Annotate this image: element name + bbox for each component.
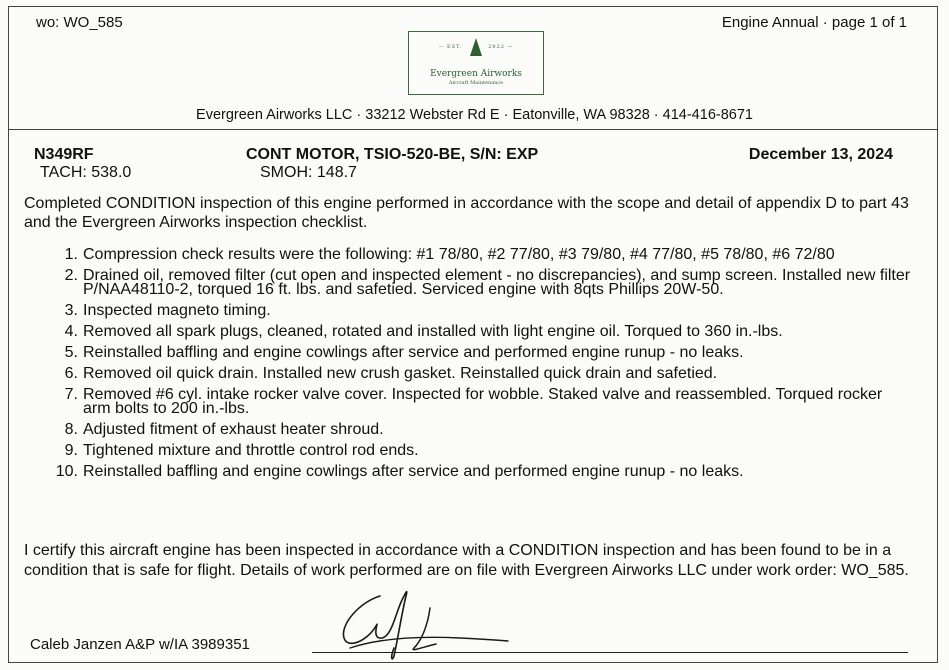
item-number: 8.	[64, 421, 78, 438]
inspection-summary: Completed CONDITION inspection of this engine performed in accordance with the scope and detail of appendix D to part 43 and the Evergreen Airworks inspection checklist.	[24, 195, 909, 231]
aircraft-tail-number: N349RF	[34, 146, 94, 163]
list-item	[46, 269, 914, 297]
item-text: Inspected magneto timing.	[83, 302, 271, 319]
engine-description: CONT MOTOR, TSIO-520-BE, S/N: EXP	[246, 146, 539, 163]
list-item	[46, 248, 914, 262]
item-number: 10.	[55, 463, 78, 480]
smoh-time: SMOH: 148.7	[260, 164, 357, 181]
item-text: Reinstalled baffling and engine cowlings after service and performed engine runup - no leaks.	[83, 463, 744, 480]
logo-established: — EST. 2022 —	[438, 44, 514, 50]
company-address: Evergreen Airworks LLC · 33212 Webster Rd E · Eatonville, WA 98328 · 414-416-8671	[196, 107, 753, 123]
list-item	[46, 444, 914, 458]
inspector-name: Caleb Janzen A&P w/IA 3989351	[30, 636, 250, 653]
item-text: Removed all spark plugs, cleaned, rotated and installed with light engine oil. Torqued to 360 in.-lbs.	[83, 323, 783, 340]
item-number: 5.	[64, 344, 78, 361]
tach-time: TACH: 538.0	[40, 164, 132, 181]
list-item	[46, 367, 914, 381]
certification-statement: I certify this aircraft engine has been inspected in accordance with a CONDITION inspection and has been found to be in a condition that is safe for flight. Details of work performed are on file with Evergreen Airworks LLC under work order: WO_585.	[24, 542, 909, 579]
page-label: Engine Annual · page 1 of 1	[721, 14, 907, 31]
list-item	[46, 304, 914, 318]
list-item	[46, 325, 914, 339]
item-text: Reinstalled baffling and engine cowlings after service and performed engine runup - no leaks.	[83, 344, 744, 361]
item-text: Compression check results were the following: #1 78/80, #2 77/80, #3 79/80, #4 77/80, #5 78/80, #6 72/80	[83, 246, 835, 263]
item-text: Tightened mixture and throttle control rod ends.	[83, 442, 419, 459]
item-number: 2.	[64, 267, 78, 284]
pine-tree-icon	[470, 38, 482, 56]
item-text: Adjusted fitment of exhaust heater shroud.	[83, 421, 384, 438]
item-number: 9.	[64, 442, 78, 459]
logo-name: Evergreen Airworks	[430, 69, 522, 79]
logo-subtitle: Aircraft Maintenance	[448, 80, 504, 86]
item-number: 1.	[64, 246, 78, 263]
work-order-label: wo: WO_585	[36, 14, 123, 31]
item-number: 7.	[64, 386, 78, 403]
handwritten-signature	[310, 578, 510, 666]
list-item	[46, 465, 914, 479]
item-number: 4.	[64, 323, 78, 340]
item-text: Drained oil, removed filter (cut open and inspected element - no discrepancies), and sump screen. Installed new filter P/NAA48110-2, torqued 16 ft. lbs. and safetied. Serviced engine with 8qts Phillips 20W-50.	[83, 267, 911, 298]
list-item	[46, 346, 914, 360]
item-text: Removed #6 cyl. intake rocker valve cover. Inspected for wobble. Staked valve and reassembled. Torqued rocker arm bolts to 200 in.-lbs.	[83, 386, 883, 417]
inspection-date: December 13, 2024	[748, 146, 893, 163]
item-number: 6.	[64, 365, 78, 382]
list-item	[46, 388, 914, 416]
header-divider	[8, 129, 938, 130]
list-item	[46, 423, 914, 437]
work-items-list	[46, 248, 914, 486]
item-number: 3.	[64, 302, 78, 319]
item-text: Removed oil quick drain. Installed new crush gasket. Reinstalled quick drain and safetied.	[83, 365, 718, 382]
company-logo	[408, 31, 544, 95]
